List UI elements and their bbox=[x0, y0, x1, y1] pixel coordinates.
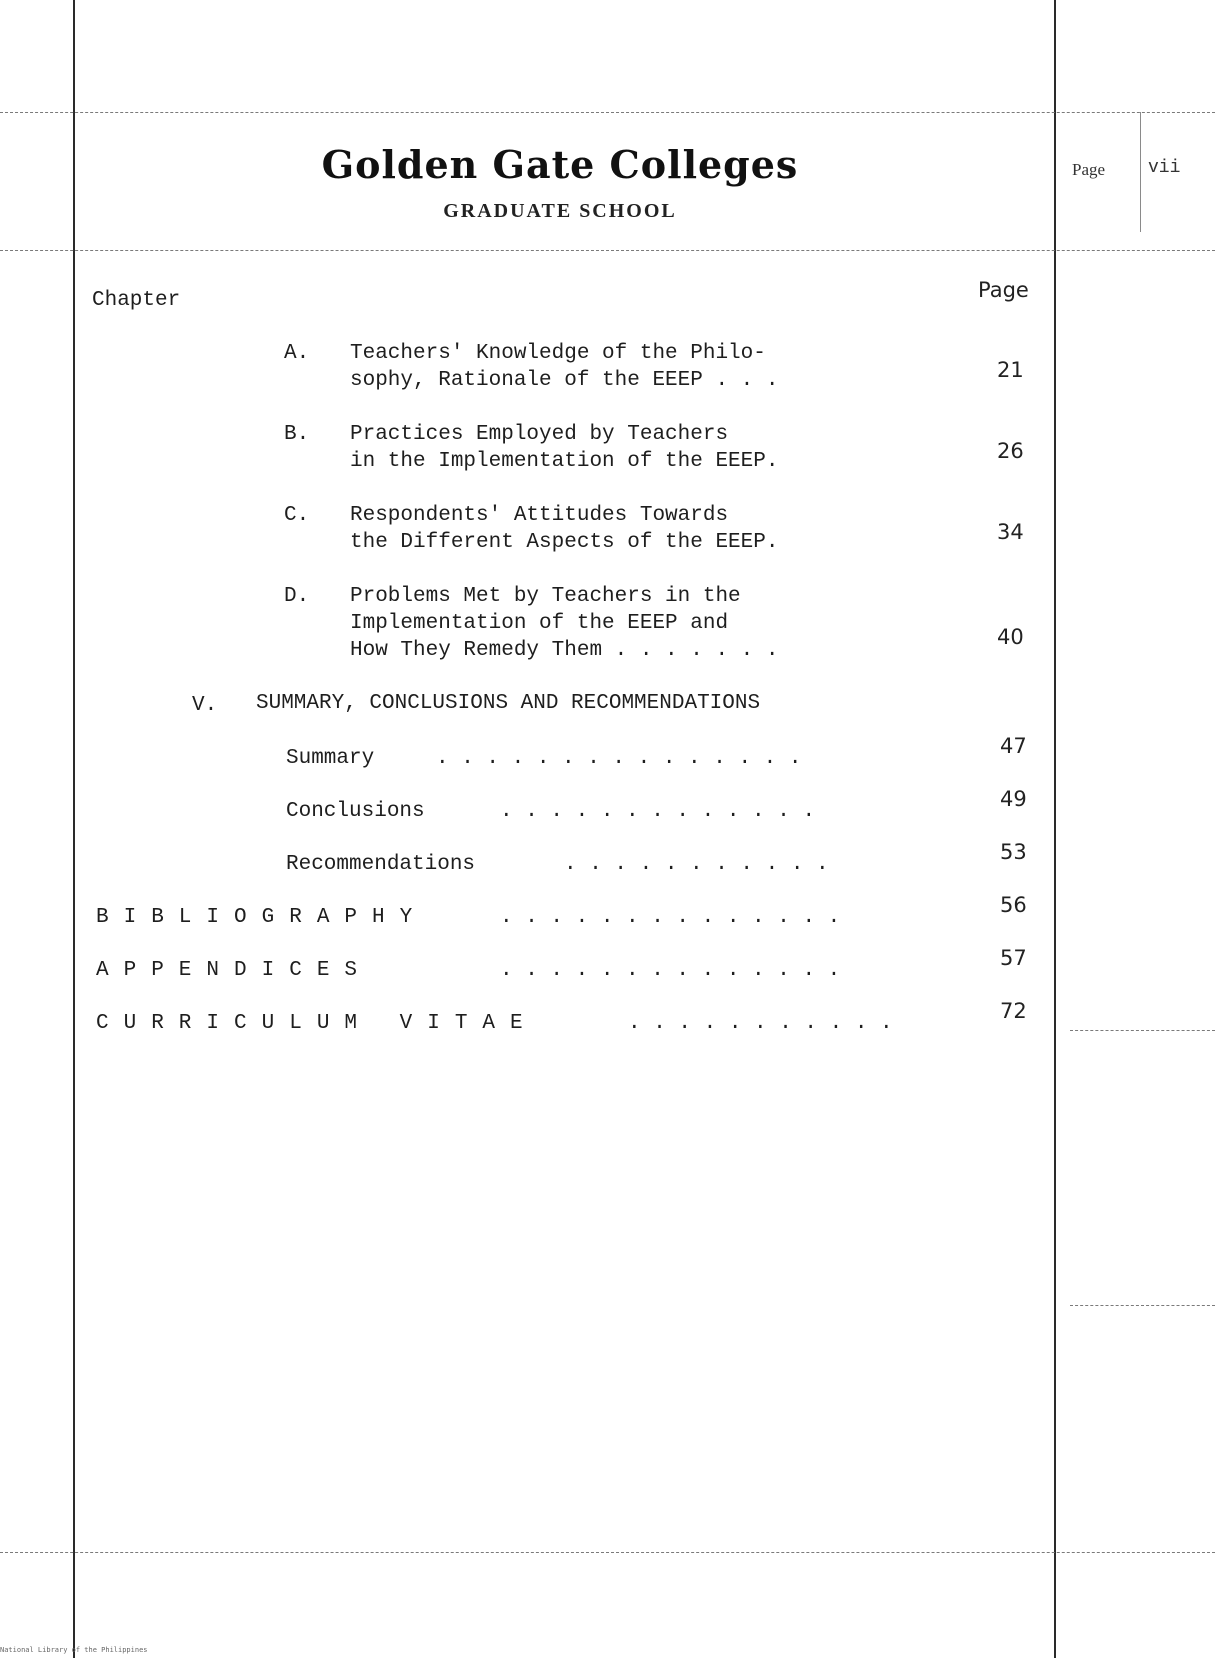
right-margin-rule bbox=[1054, 0, 1056, 1658]
side-page-number: vii bbox=[1148, 158, 1181, 178]
entry-text: Problems Met by Teachers in the Implementation of the EEEP and How They Remedy Them . . . . . . . bbox=[350, 585, 779, 662]
leader-dots: . . . . . . . . . . . . . . bbox=[500, 959, 841, 982]
side-page-label: Page bbox=[1072, 160, 1106, 179]
subsection-page: 53 bbox=[1000, 840, 1027, 864]
header-bottom-rule bbox=[0, 250, 1215, 251]
scan-footnote: National Library of the Philippines bbox=[0, 1646, 148, 1654]
chapter-column-heading: Chapter bbox=[92, 289, 181, 312]
subsection-page: 47 bbox=[1000, 734, 1027, 758]
left-margin-rule bbox=[73, 0, 75, 1658]
entry-page: 34 bbox=[997, 520, 1024, 544]
back-matter-page: 72 bbox=[1000, 999, 1027, 1023]
institution-name: Golden Gate Colleges bbox=[321, 142, 799, 187]
leader-dots: . . . . . . . . . . . . . . bbox=[500, 906, 841, 929]
side-rule-1 bbox=[1070, 1030, 1215, 1031]
entry-letter: D. bbox=[284, 585, 310, 608]
chapter-title: SUMMARY, CONCLUSIONS AND RECOMMENDATIONS bbox=[256, 692, 761, 715]
leader-dots: . . . . . . . . . . . . . bbox=[500, 800, 816, 823]
entry-page: 40 bbox=[997, 625, 1024, 649]
entry-letter: A. bbox=[284, 342, 310, 365]
back-matter-label: APPENDICES bbox=[96, 959, 373, 982]
entry-text: Respondents' Attitudes Towards the Different Aspects of the EEEP. bbox=[350, 504, 779, 554]
entry-page: 26 bbox=[997, 439, 1024, 463]
subsection-page: 49 bbox=[1000, 787, 1027, 811]
back-matter-label: BIBLIOGRAPHY bbox=[96, 906, 428, 929]
entry-page: 21 bbox=[997, 358, 1024, 382]
leader-dots: . . . . . . . . . . . . . . . bbox=[436, 747, 802, 770]
subsection-label: Recommendations bbox=[286, 853, 476, 876]
back-matter-page: 56 bbox=[1000, 893, 1027, 917]
header-top-rule bbox=[0, 112, 1215, 113]
entry-text: Teachers' Knowledge of the Philo- sophy, Rationale of the EEEP . . . bbox=[350, 342, 779, 392]
entry-text: Practices Employed by Teachers in the Implementation of the EEEP. bbox=[350, 423, 779, 473]
chapter-numeral: V. bbox=[192, 694, 218, 717]
side-rule-2 bbox=[1070, 1305, 1215, 1306]
leader-dots: . . . . . . . . . . . bbox=[628, 1012, 893, 1035]
school-name: GRADUATE SCHOOL bbox=[443, 200, 677, 222]
entry-letter: C. bbox=[284, 504, 310, 527]
side-divider-rule bbox=[1140, 112, 1141, 232]
footer-rule bbox=[0, 1552, 1215, 1553]
entry-letter: B. bbox=[284, 423, 310, 446]
subsection-label: Conclusions bbox=[286, 800, 425, 823]
back-matter-page: 57 bbox=[1000, 946, 1027, 970]
back-matter-label: CURRICULUM VITAE bbox=[96, 1012, 538, 1035]
leader-dots: . . . . . . . . . . . bbox=[564, 853, 829, 876]
subsection-label: Summary bbox=[286, 747, 375, 770]
page-column-heading: Page bbox=[978, 278, 1029, 302]
